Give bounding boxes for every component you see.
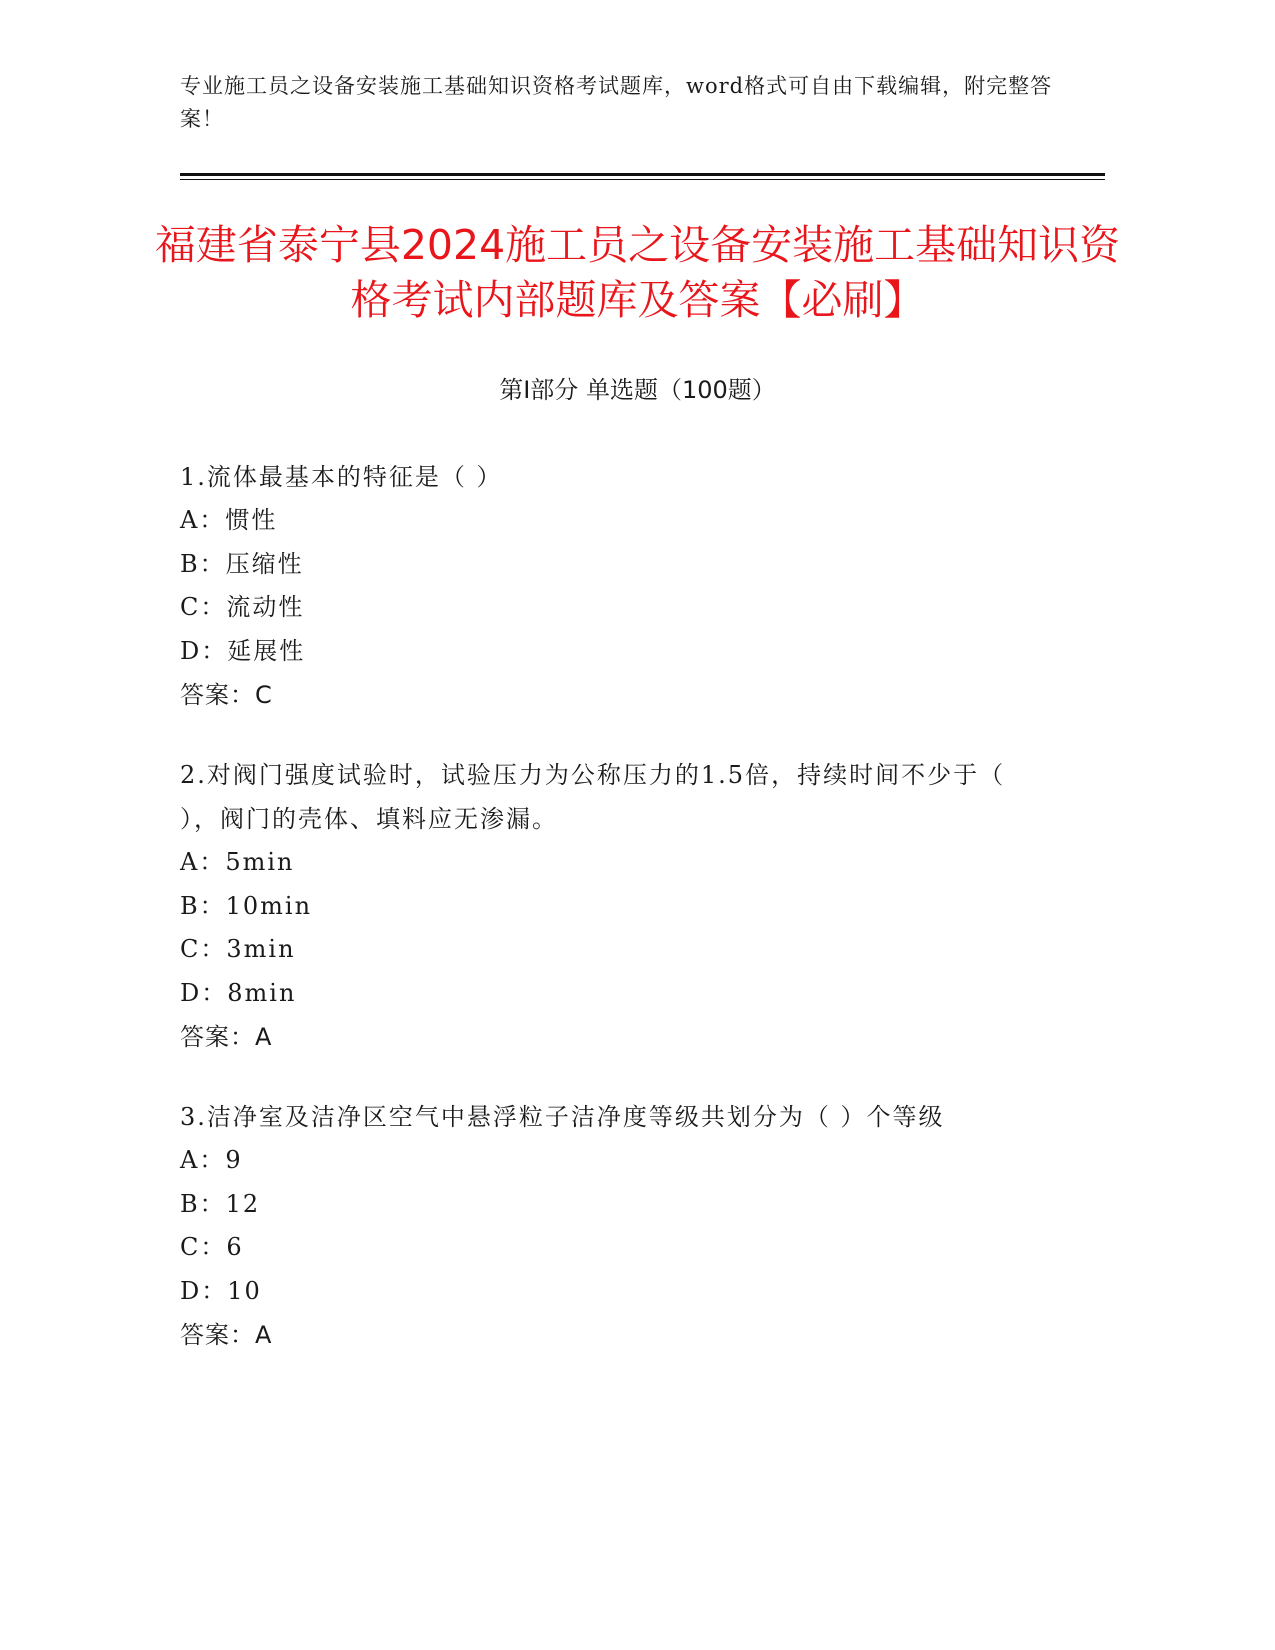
option-b: B：10min [180,891,313,920]
document-title: 福建省泰宁县2024施工员之设备安装施工基础知识资格考试内部题库及答案【必刷】 [154,221,1121,324]
option-b: B：12 [180,1189,261,1218]
option-a: A：5min [180,848,295,876]
header-note: 专业施工员之设备安装施工基础知识资格考试题库，word格式可自由下载编辑，附完整答案！ [180,74,1053,131]
option-b: B：压缩性 [180,549,304,578]
answer-line: 答案：A [180,1023,273,1051]
option-d: D：8min [180,978,297,1007]
question-stem: 3.洁净室及洁净区空气中悬浮粒子洁净度等级共划分为（ ）个等级 [180,1103,945,1131]
option-c: C：流动性 [180,593,305,621]
header-rule-thin [180,179,1105,180]
section-heading: 第Ⅰ部分 单选题（100题） [499,376,776,404]
question-1 [180,455,1030,717]
question-stem: 1.流体最基本的特征是（ ） [180,463,503,491]
question-3 [180,1095,1030,1357]
question-stem: 2.对阀门强度试验时，试验压力为公称压力的1.5倍，持续时间不少于（ ），阀门的壳体、填料应无渗漏。 [180,761,1006,833]
option-a: A：惯性 [180,506,278,534]
option-d: D：10 [180,1276,262,1305]
answer-line: 答案：A [180,1321,273,1349]
option-a: A：9 [180,1146,243,1174]
question-2 [180,753,1030,1059]
option-c: C：6 [180,1233,244,1261]
option-c: C：3min [180,935,296,963]
question-list [180,455,1030,1393]
answer-line: 答案：C [180,681,273,709]
option-d: D：延展性 [180,636,306,665]
header-rule-thick [180,173,1105,176]
